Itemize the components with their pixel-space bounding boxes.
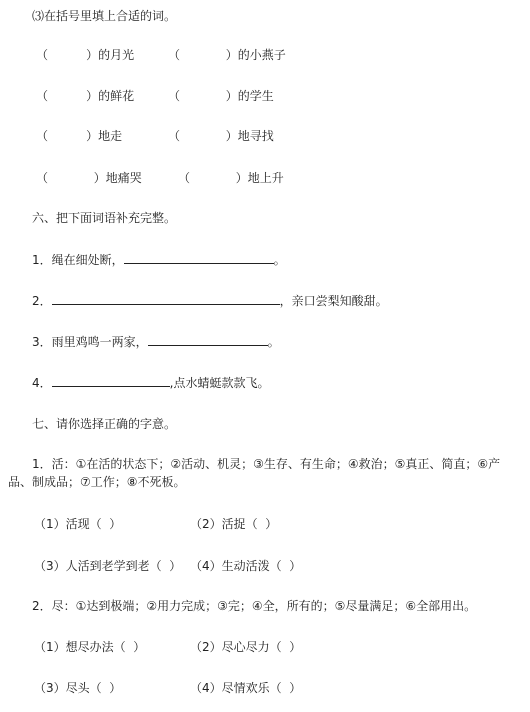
fill-blank-walk: （ ）地走	[36, 129, 123, 143]
huo-item-3: （3）人活到老学到老（ ）	[34, 559, 182, 573]
q3-text: 3．雨里鸡鸣一两家，	[32, 335, 148, 349]
fill-blank-swallow: （ ）的小燕子	[168, 48, 286, 62]
q1-text: 1．绳在细处断，	[32, 253, 124, 267]
idiom-q3	[32, 334, 280, 350]
jin-item-2: （2）尽心尽力（ ）	[190, 640, 302, 654]
q2-answer-line	[52, 293, 280, 305]
section-6-title: 六、把下面词语补充完整。	[32, 211, 177, 225]
q1-answer-line	[124, 252, 274, 264]
q3-answer-line	[148, 334, 268, 346]
idiom-q2	[32, 293, 388, 309]
jin-item-3: （3）尽头（ ）	[34, 681, 122, 695]
q1-end: 。	[273, 253, 286, 267]
idiom-q4	[32, 375, 269, 391]
q4-end: ,点水蜻蜓款款飞。	[169, 376, 270, 390]
huo-item-1: （1）活现（ ）	[34, 517, 122, 531]
fill-blank-search: （ ）地寻找	[168, 129, 274, 143]
q4-text: 4．	[32, 376, 52, 390]
fill-blank-flowers: （ ）的鲜花	[36, 89, 135, 103]
jin-item-4: （4）尽情欢乐（ ）	[190, 681, 302, 695]
section-3-title: ⑶在括号里填上合适的词。	[32, 9, 177, 23]
fill-blank-cry: （ ）地痛哭	[36, 171, 142, 185]
idiom-q1	[32, 252, 286, 268]
q3-end: 。	[267, 335, 280, 349]
q4-answer-line	[52, 375, 170, 387]
fill-blank-students: （ ）的学生	[168, 89, 274, 103]
huo-item-4: （4）生动活泼（ ）	[190, 559, 302, 573]
jin-meanings: 2．尽：①达到极端；②用力完成；③完；④全，所有的；⑤尽量满足；⑥全部用出。	[32, 599, 477, 613]
fill-blank-rise: （ ）地上升	[178, 171, 284, 185]
huo-meanings-line2: 品、制成品；⑦工作；⑧不死板。	[8, 475, 186, 489]
fill-blank-moonlight: （ ）的月光	[36, 48, 135, 62]
q2-text: 2．	[32, 294, 52, 308]
jin-item-1: （1）想尽办法（ ）	[34, 640, 146, 654]
huo-item-2: （2）活捉（ ）	[190, 517, 278, 531]
huo-meanings-line1: 1．活：①在活的状态下；②活动、机灵；③生存、有生命；④救治；⑤真正、简直；⑥产	[32, 457, 501, 471]
section-7-title: 七、请你选择正确的字意。	[32, 417, 177, 431]
q2-end: ，亲口尝梨知酸甜。	[279, 294, 388, 308]
